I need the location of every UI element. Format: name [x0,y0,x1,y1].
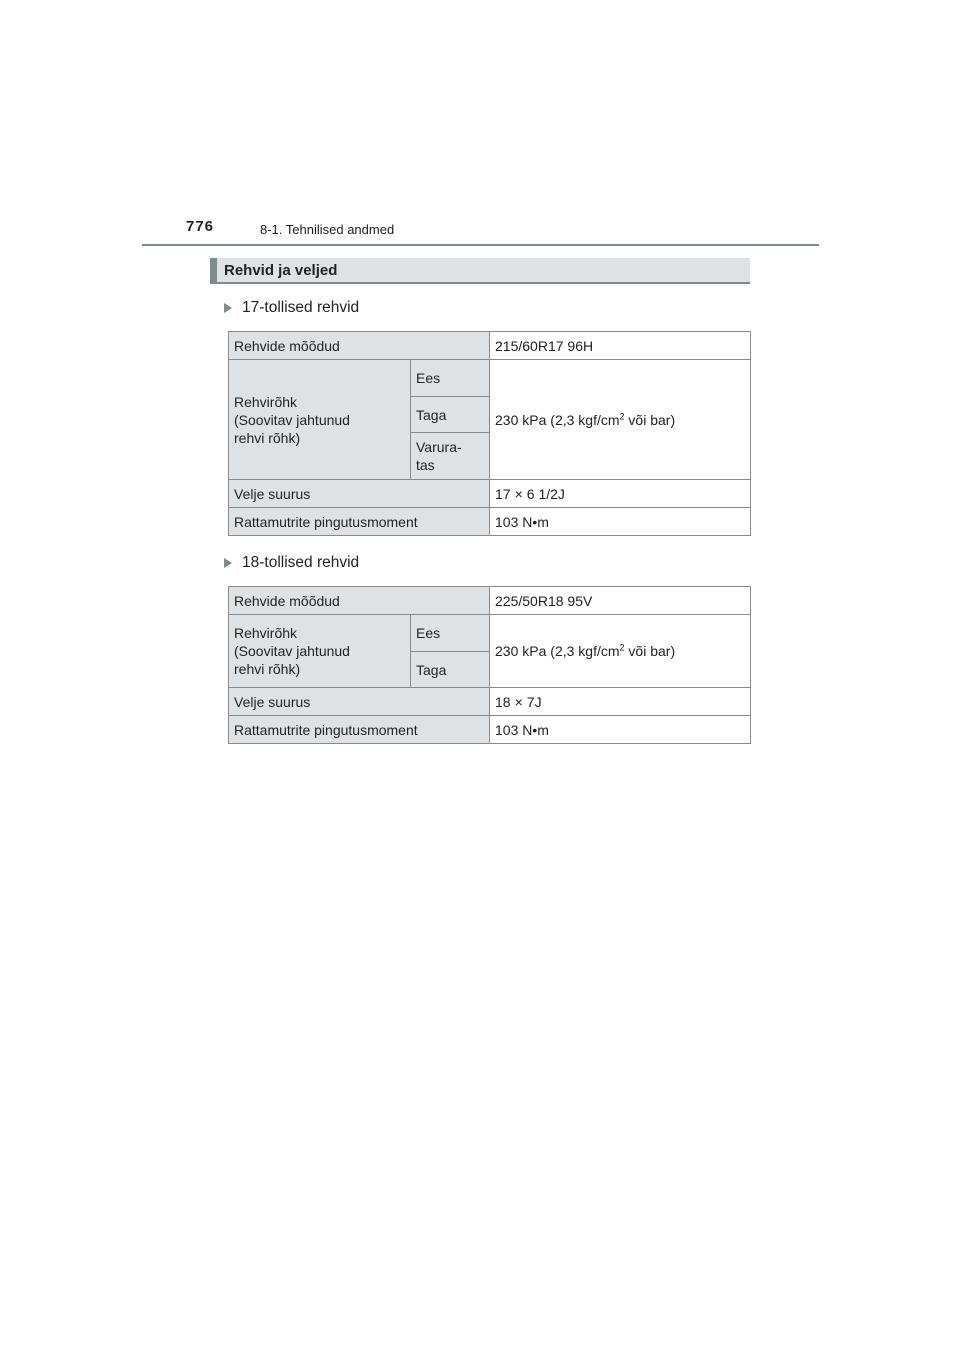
triangle-bullet-icon [224,303,232,313]
section-heading-bar [210,258,217,282]
torque-value: 103 N•m [490,716,751,744]
pressure-value [490,615,751,688]
table-row [229,508,751,536]
triangle-bullet-icon [224,558,232,568]
pressure-label: Rehvirõhk (Soovitav jahtunud rehvi rõhk) [229,360,411,480]
section-heading [210,258,750,284]
pressure-value-sup: 2 [619,410,625,421]
wheel-size-label: Velje suurus [229,688,490,716]
pressure-value-tail: või bar) [624,411,676,428]
tire-table-17 [228,331,751,536]
wheel-size-a: 18 [495,693,511,710]
tire-size-value: 215/60R17 96H [490,332,751,360]
table-row [229,587,751,615]
wheel-size-times: × [514,693,523,710]
position-spare: Varura- tas [411,433,490,480]
wheel-size-b: 6 1/2J [526,485,565,502]
section-title: Rehvid ja veljed [224,262,338,279]
torque-label: Rattamutrite pingutusmoment [229,716,490,744]
wheel-size-value [490,480,751,508]
header-rule [142,244,819,246]
torque-value: 103 N•m [490,508,751,536]
tire-table-18 [228,586,751,744]
tire-size-label: Rehvide mõõdud [229,587,490,615]
subhead-17-label: 17-tollised rehvid [242,299,360,316]
position-front: Ees [411,360,490,397]
subhead-18 [224,554,359,572]
wheel-size-b: 7J [526,693,542,710]
wheel-size-value [490,688,751,716]
table-row [229,688,751,716]
pressure-value-main: 230 kPa (2,3 kgf/cm [495,411,620,428]
table-row [229,716,751,744]
table-row [229,615,751,652]
chapter-title: 8-1. Tehnilised andmed [260,222,395,237]
wheel-size-times: × [514,485,523,502]
wheel-size-label: Velje suurus [229,480,490,508]
tire-size-value: 225/50R18 95V [490,587,751,615]
pressure-value-sup: 2 [619,642,625,653]
table-row [229,480,751,508]
pressure-value-main: 230 kPa (2,3 kgf/cm [495,643,620,659]
position-rear: Taga [411,652,490,688]
pressure-value [490,360,751,480]
position-rear: Taga [411,397,490,433]
position-front: Ees [411,615,490,652]
torque-label: Rattamutrite pingutusmoment [229,508,490,536]
page-number: 776 [186,218,215,235]
pressure-value-tail: või bar) [624,643,676,659]
table-row [229,332,751,360]
table-row [229,360,751,397]
tire-size-label: Rehvide mõõdud [229,332,490,360]
subhead-17 [224,299,359,317]
wheel-size-a: 17 [495,485,511,502]
pressure-label: Rehvirõhk (Soovitav jahtunud rehvi rõhk) [229,615,411,688]
subhead-18-label: 18-tollised rehvid [242,554,360,571]
